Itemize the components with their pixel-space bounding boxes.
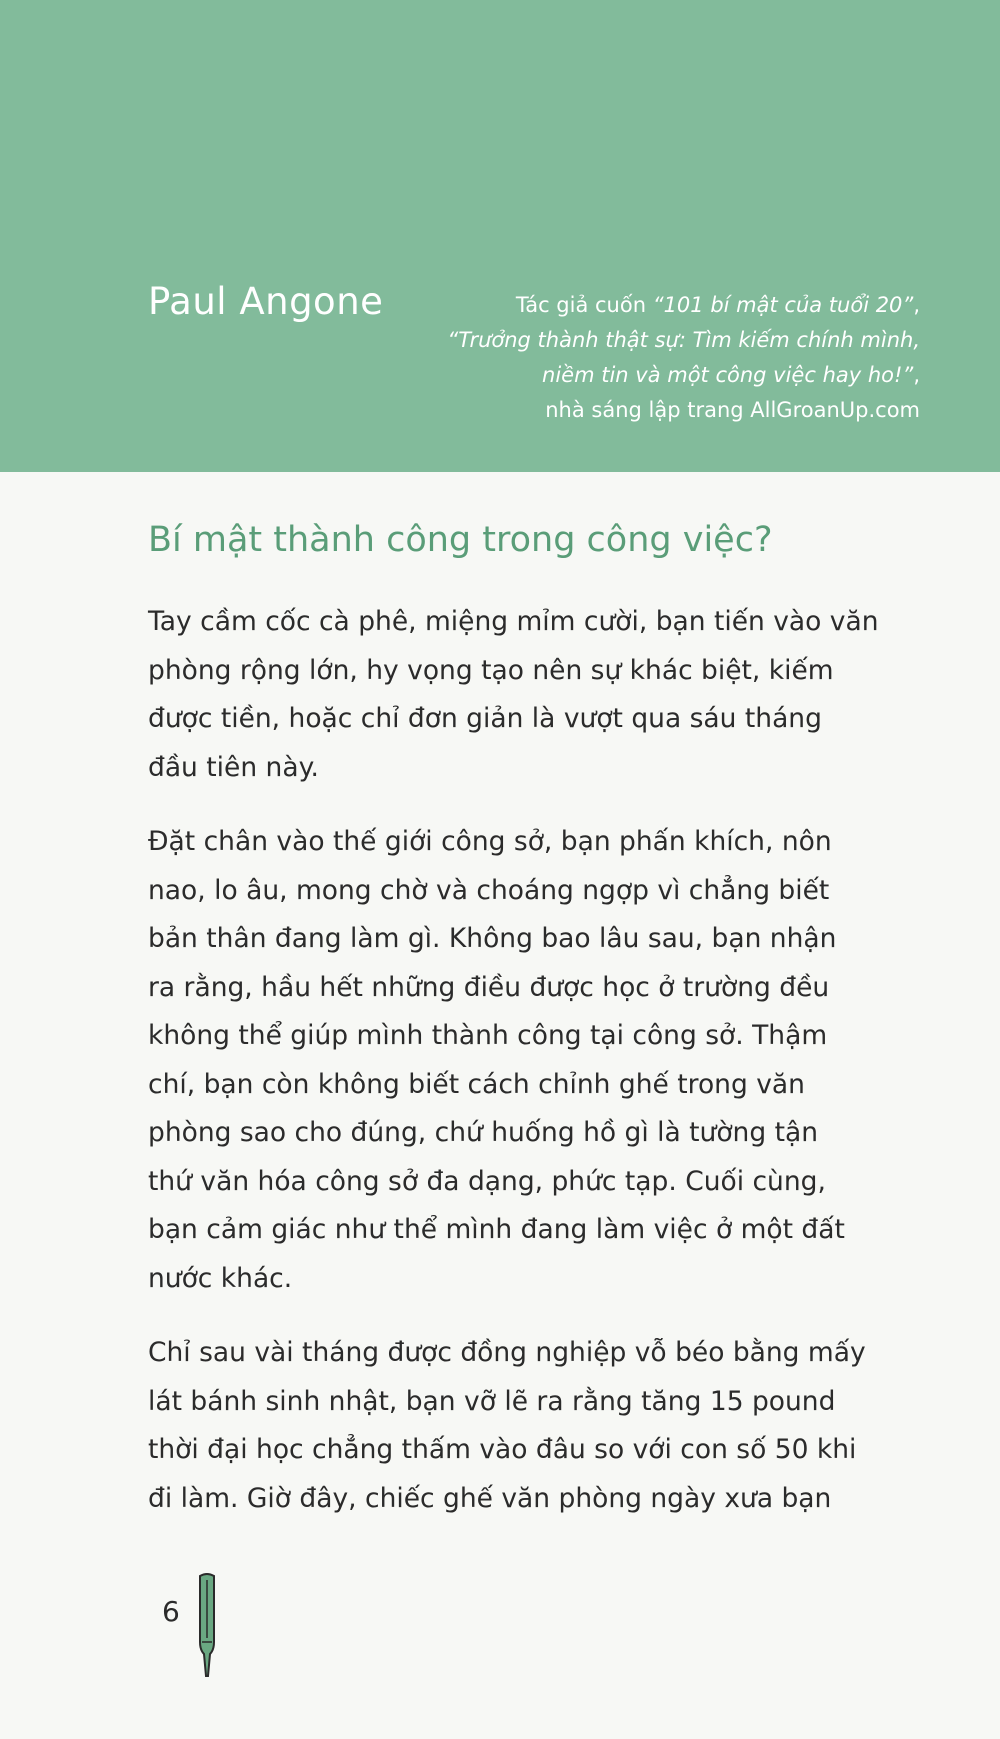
- text-line: phòng rộng lớn, hy vọng tạo nên sự khác biệt, kiếm: [148, 654, 834, 686]
- text-line: ra rằng, hầu hết những điều được học ở trường đều: [148, 971, 830, 1003]
- text-line: phòng sao cho đúng, chứ huống hồ gì là tường tận: [148, 1117, 818, 1148]
- text-line: đi làm. Giờ đây, chiếc ghế văn phòng ngày xưa bạn: [148, 1482, 832, 1514]
- bio-line: niềm tin và một công việc hay ho!”,: [542, 363, 920, 387]
- book-title: “101 bí mật của tuổi 20”: [652, 293, 914, 317]
- text-line: nước khác.: [148, 1262, 293, 1294]
- text-line: lát bánh sinh nhật, bạn vỡ lẽ ra rằng tăng 15 pound: [148, 1385, 836, 1417]
- paragraph-2: [148, 818, 923, 1303]
- page-number: 6: [162, 1595, 180, 1628]
- text-line: Tay cầm cốc cà phê, miệng mỉm cười, bạn tiến vào văn: [148, 606, 879, 637]
- book-title: “Trưởng thành thật sự: Tìm kiếm chính mình,: [447, 328, 920, 352]
- book-title: niềm tin và một công việc hay ho!”: [542, 363, 914, 387]
- text-line: bản thân đang làm gì. Không bao lâu sau, bạn nhận: [148, 923, 837, 954]
- text-line: đầu tiên này.: [148, 751, 319, 783]
- text-line: nao, lo âu, mong chờ và choáng ngợp vì chẳng biết: [148, 874, 830, 906]
- text-line: được tiền, hoặc chỉ đơn giản là vượt qua sáu tháng: [148, 703, 822, 734]
- author-bio: [360, 288, 920, 428]
- text-line: thời đại học chẳng thấm vào đâu so với con số 50 khi: [148, 1434, 857, 1465]
- author-name: Paul Angone: [148, 280, 384, 323]
- paragraph-1: [148, 598, 923, 792]
- text-line: chí, bạn còn không biết cách chỉnh ghế trong văn: [148, 1068, 805, 1100]
- text-line: Chỉ sau vài tháng được đồng nghiệp vỗ béo bằng mấy: [148, 1337, 866, 1368]
- pen-icon: [194, 1572, 220, 1682]
- bio-line: nhà sáng lập trang AllGroanUp.com: [545, 398, 920, 422]
- section-heading: Bí mật thành công trong công việc?: [148, 520, 773, 560]
- bio-line: Tác giả cuốn “101 bí mật của tuổi 20”,: [515, 293, 920, 317]
- bio-line: [360, 323, 920, 358]
- text-line: thứ văn hóa công sở đa dạng, phức tạp. Cuối cùng,: [148, 1165, 826, 1197]
- text-line: bạn cảm giác như thể mình đang làm việc ở một đất: [148, 1214, 845, 1245]
- body-text: [148, 598, 923, 1549]
- paragraph-3: [148, 1329, 923, 1523]
- text-line: không thể giúp mình thành công tại công sở. Thậm: [148, 1020, 828, 1051]
- text-line: Đặt chân vào thế giới công sở, bạn phấn khích, nôn: [148, 826, 832, 857]
- header-band: [0, 0, 1000, 472]
